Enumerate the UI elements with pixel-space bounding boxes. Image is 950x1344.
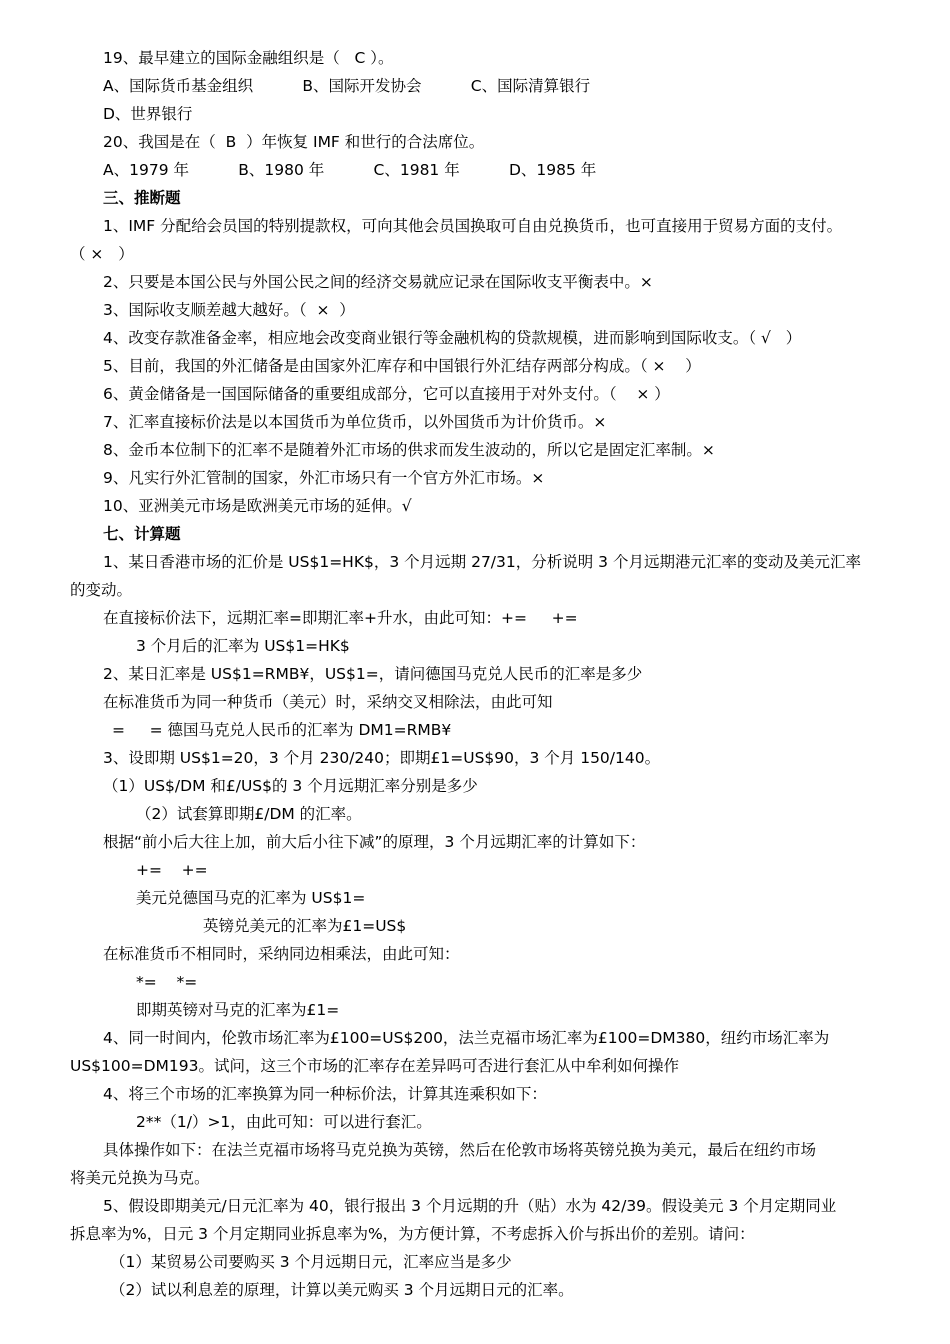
- judgement-5: 5、目前，我国的外汇储备是由国家外汇库存和中国银行外汇结存两部分构成。（ × ）: [103, 357, 701, 375]
- calc-4-steps: 具体操作如下：在法兰克福市场将马克兑换为英镑，然后在伦敦市场将英镑兑换为美元，最后在纽约市场: [103, 1141, 817, 1159]
- calc-3-method: 在标准货币不相同时，采纳同边相乘法，由此可知：: [103, 945, 460, 963]
- judgement-10: 10、亚洲美元市场是欧洲美元市场的延伸。√: [103, 497, 412, 515]
- judgement-1-answer: （ × ）: [70, 245, 134, 263]
- calc-3-result: 即期英镑对马克的汇率为£1=: [136, 1001, 340, 1019]
- calc-5-question: 5、假设即期美元/日元汇率为 40，银行报出 3 个月远期的升（贴）水为 42/39。假设美元 3 个月定期同业: [103, 1197, 837, 1215]
- calc-4-result: 2**（1/）>1，由此可知：可以进行套汇。: [136, 1113, 432, 1131]
- judgement-2: 2、只要是本国公民与外国公民之间的经济交易就应记录在国际收支平衡表中。×: [103, 273, 653, 291]
- calc-3-gbp-usd: 英镑兑美元的汇率为£1=US$: [203, 917, 407, 935]
- calc-2-answer: 在标准货币为同一种货币（美元）时，采纳交叉相除法，由此可知: [103, 693, 553, 711]
- question-19-option-d: D、世界银行: [103, 105, 193, 123]
- judgement-9: 9、凡实行外汇管制的国家，外汇市场只有一个官方外汇市场。×: [103, 469, 545, 487]
- question-20: 20、我国是在（ B ）年恢复 IMF 和世行的合法席位。: [103, 133, 485, 151]
- judgement-8: 8、金币本位制下的汇率不是随着外汇市场的供求而发生波动的，所以它是固定汇率制。×: [103, 441, 715, 459]
- calc-3-sub-2: （2）试套算即期£/DM 的汇率。: [136, 805, 362, 823]
- section-heading-judgement: 三、推断题: [103, 189, 181, 207]
- judgement-4: 4、改变存款准备金率，相应地会改变商业银行等金融机构的贷款规模，进而影响到国际收支。（ √ ）: [103, 329, 802, 347]
- judgement-6: 6、黄金储备是一国国际储备的重要组成部分，它可以直接用于对外支付。（ × ）: [103, 385, 670, 403]
- calc-3-usd-dm: 美元兑德国马克的汇率为 US$1=: [136, 889, 366, 907]
- calc-3-principle: 根据“前小后大往上加，前大后小往下减”的原理，3 个月远期汇率的计算如下：: [103, 833, 646, 851]
- calc-1-result: 3 个月后的汇率为 US$1=HK$: [136, 637, 350, 655]
- calc-5-sub-2: （2）试以利息差的原理，计算以美元购买 3 个月远期日元的汇率。: [110, 1281, 574, 1299]
- calc-3-formula-2: *= *=: [136, 973, 198, 991]
- calc-3-question: 3、设即期 US$1=20，3 个月 230/240；即期£1=US$90，3 个月 150/140。: [103, 749, 661, 767]
- calc-4-answer: 4、将三个市场的汇率换算为同一种标价法，计算其连乘积如下：: [103, 1085, 547, 1103]
- calc-3-sub-1: （1）US$/DM 和£/US$的 3 个月远期汇率分别是多少: [103, 777, 478, 795]
- calc-5-sub-1: （1）某贸易公司要购买 3 个月远期日元，汇率应当是多少: [110, 1253, 512, 1271]
- judgement-7: 7、汇率直接标价法是以本国货币为单位货币，以外国货币为计价货币。×: [103, 413, 607, 431]
- calc-5-question-cont: 拆息率为%，日元 3 个月定期同业拆息率为%，为方便计算，不考虑拆入价与拆出价的差别。请问：: [70, 1225, 755, 1243]
- calc-4-question: 4、同一时间内，伦敦市场汇率为£100=US$200，法兰克福市场汇率为£100=DM380，纽约市场汇率为: [103, 1029, 830, 1047]
- judgement-1: 1、IMF 分配给会员国的特别提款权，可向其他会员国换取可自由兑换货币，也可直接用于贸易方面的支付。: [103, 217, 843, 235]
- question-19: 19、最早建立的国际金融组织是（ C ）。: [103, 49, 394, 67]
- judgement-3: 3、国际收支顺差越大越好。（ × ）: [103, 301, 355, 319]
- calc-2-result: = = 德国马克兑人民币的汇率为 DM1=RMB¥: [112, 721, 452, 739]
- calc-1-question: 1、某日香港市场的汇价是 US$1=HK$，3 个月远期 27/31，分析说明 3 个月远期港元汇率的变动及美元汇率: [103, 553, 861, 571]
- section-heading-calculation: 七、计算题: [103, 525, 181, 543]
- calc-3-formula-1: += +=: [136, 861, 208, 879]
- calc-4-steps-cont: 将美元兑换为马克。: [70, 1169, 210, 1187]
- calc-1-answer: 在直接标价法下，远期汇率=即期汇率+升水，由此可知：+= +=: [103, 609, 578, 627]
- calc-2-question: 2、某日汇率是 US$1=RMB¥，US$1=，请问德国马克兑人民币的汇率是多少: [103, 665, 643, 683]
- question-19-options: A、国际货币基金组织 B、国际开发协会 C、国际清算银行: [103, 77, 591, 95]
- calc-4-question-cont: US$100=DM193。试问，这三个市场的汇率存在差异吗可否进行套汇从中牟利如何操作: [70, 1057, 680, 1075]
- calc-1-question-cont: 的变动。: [70, 581, 133, 599]
- question-20-options: A、1979 年 B、1980 年 C、1981 年 D、1985 年: [103, 161, 597, 179]
